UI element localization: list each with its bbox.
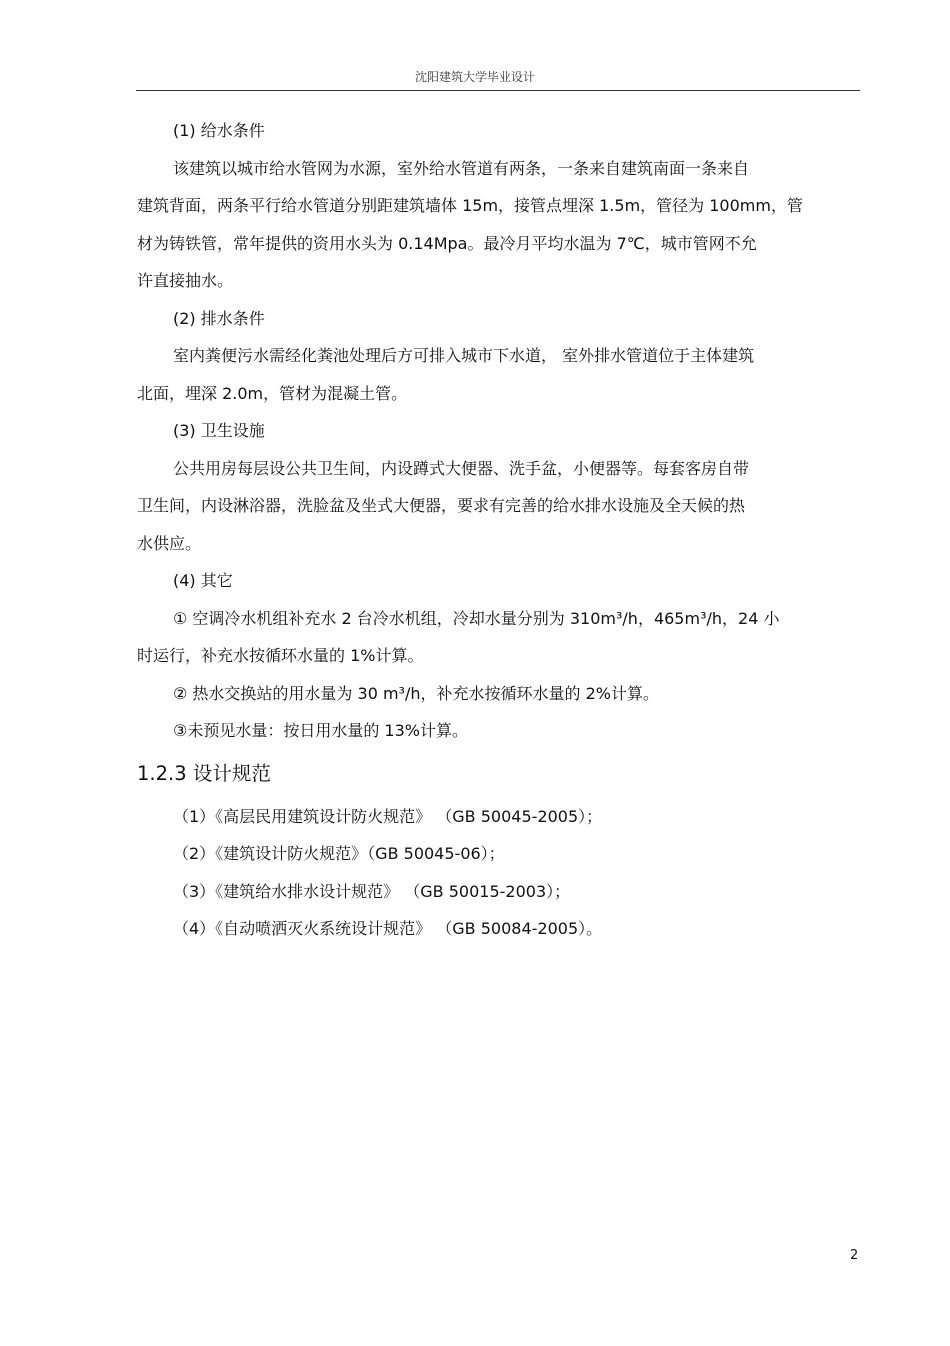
section-heading: 1.2.3 设计规范 <box>137 761 271 785</box>
paragraph-line: ① 空调冷水机组补充水 2 台冷水机组，冷却水量分别为 310m³/h，465m³/h，24 小 <box>173 608 780 628</box>
paragraph-line: 许直接抽水。 <box>137 271 234 290</box>
subsection-water-supply: (1) 给水条件 <box>173 121 265 140</box>
document-body <box>137 112 859 948</box>
paragraph-line: 建筑背面，两条平行给水管道分别距建筑墙体 15m，接管点埋深 1.5m，管径为 100mm，管 <box>137 196 803 215</box>
paragraph-line: 室内粪便污水需经化粪池处理后方可排入城市下水道， 室外排水管道位于主体建筑 <box>173 346 755 365</box>
paragraph-line: 公共用房每层设公共卫生间，内设蹲式大便器、洗手盆，小便器等。每套客房自带 <box>173 458 750 478</box>
spec-item: （1）《高层民用建筑设计防火规范》 （GB 50045-2005）； <box>173 806 603 826</box>
spec-item: （2）《建筑设计防火规范》（GB 50045-06）； <box>173 844 505 863</box>
subsection-drainage: (2) 排水条件 <box>173 308 265 328</box>
paragraph-line: 水供应。 <box>137 533 202 553</box>
spec-item: （3）《建筑给水排水设计规范》 （GB 50015-2003）； <box>173 881 571 901</box>
page-header-title: 沈阳建筑大学毕业设计 <box>414 70 535 84</box>
paragraph-line: 卫生间，内设淋浴器，洗脸盆及坐式大便器，要求有完善的给水排水设施及全天候的热 <box>137 496 746 515</box>
paragraph-line: ② 热水交换站的用水量为 30 m³/h，补充水按循环水量的 2%计算。 <box>173 683 659 703</box>
spec-item: （4）《自动喷洒灭火系统设计规范》 （GB 50084-2005）。 <box>173 919 603 938</box>
paragraph-line: 该建筑以城市给水管网为水源，室外给水管道有两条，一条来自建筑南面一条来自 <box>173 158 750 178</box>
page-number: 2 <box>850 1248 859 1263</box>
paragraph-line: 北面，埋深 2.0m，管材为混凝土管。 <box>137 383 408 403</box>
paragraph-line: 时运行，补充水按循环水量的 1%计算。 <box>137 646 424 665</box>
subsection-other: (4) 其它 <box>173 571 233 590</box>
subsection-sanitary: (3) 卫生设施 <box>173 421 265 440</box>
header-divider <box>136 90 860 91</box>
paragraph-line: ③未预见水量：按日用水量的 13%计算。 <box>173 721 468 740</box>
paragraph-line: 材为铸铁管，常年提供的资用水头为 0.14Mpa。最冷月平均水温为 7℃，城市管网不允 <box>137 233 757 253</box>
